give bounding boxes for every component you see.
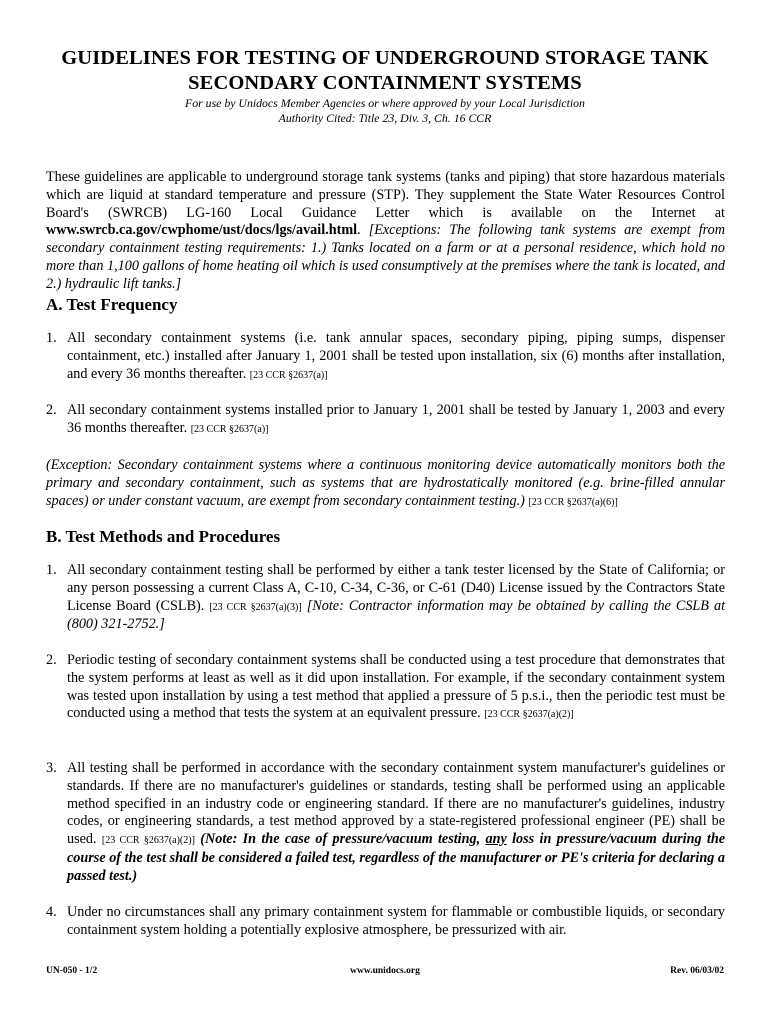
section-b-item-2	[46, 652, 725, 724]
footer-website: www.unidocs.org	[350, 966, 420, 976]
document-subtitle: For use by Unidocs Member Agencies or where approved by your Local Jurisdiction	[185, 96, 585, 110]
document-title-line-2: SECONDARY CONTAINMENT SYSTEMS	[188, 72, 582, 94]
footer-form-number: UN-050 - 1/2	[46, 966, 98, 976]
section-a-exception	[46, 457, 725, 511]
section-a-heading: A. Test Frequency	[46, 295, 178, 314]
section-a-item-1	[46, 330, 725, 384]
authority-cited: Authority Cited: Title 23, Div. 3, Ch. 16 CCR	[278, 111, 492, 125]
pressure-vacuum-note: (Note: In the case of pressure/vacuum testing, any loss in pressure/vacuum during the course of the test shall be considered a failed test, regardless of the manufacturer or PE's criteria for declaring a passed test.)	[67, 831, 726, 884]
item-text: All secondary containment systems (i.e. tank annular spaces, secondary piping, piping sumps, dispenser containment, etc.) installed after January 1, 2001 shall be tested upon installation, six (6) months after installation, and every 36 months thereafter.	[67, 330, 725, 382]
section-a-item-2	[46, 402, 725, 439]
regulation-citation: [23 CCR §2637(a)(6)]	[528, 496, 618, 508]
item-text: Periodic testing of secondary containment systems shall be conducted using a test procedure that demonstrates that the system performs at least as well as it did upon installation. For example, if the secondary containment system was tested upon installation by using a test method that applied a pressure of 5 p.s.i., then the periodic test must be conducted using a method that tests the system at an equivalent pressure.	[67, 652, 725, 722]
item-number: 2.	[46, 652, 57, 668]
exception-text: (Exception: Secondary containment systems where a continuous monitoring device automatically monitors both the primary and secondary containment, such as systems that are hydrostatically monitored (e.g. brine-filled annular spaces) or under constant vacuum, are exempt from secondary containment testing.)	[46, 457, 725, 509]
regulation-citation: [23 CCR §2637(a)(3)]	[209, 601, 302, 613]
regulation-citation: [23 CCR §2637(a)]	[190, 423, 269, 435]
section-b-item-3	[46, 760, 725, 886]
cslb-note: [Note: Contractor information may be obtained by calling the CSLB at (800) 321-2752.]	[67, 597, 726, 633]
item-number: 2.	[46, 402, 57, 418]
section-b-item-1	[46, 562, 725, 634]
intro-paragraph	[46, 169, 725, 294]
item-text: All secondary containment systems installed prior to January 1, 2001 shall be tested by January 1, 2003 and every 36 months thereafter.	[67, 402, 725, 436]
intro-text-continued: .	[357, 222, 369, 239]
item-number: 3.	[46, 760, 57, 776]
any-emphasis: any	[485, 831, 507, 848]
document-title-line-1: GUIDELINES FOR TESTING OF UNDERGROUND STORAGE TANK	[61, 47, 709, 69]
section-b-item-4	[46, 904, 725, 940]
section-b-heading: B. Test Methods and Procedures	[46, 527, 281, 546]
item-number: 1.	[46, 330, 57, 346]
item-text: All secondary containment testing shall be performed by either a tank tester licensed by the State of California; or any person possessing a current Class A, C-10, C-34, C-36, or C-61 (D40) License issued by the Contractors State License Board (CSLB).	[67, 562, 725, 614]
item-number: 1.	[46, 562, 57, 578]
item-number: 4.	[46, 904, 57, 920]
regulation-citation: [23 CCR §2637(a)(2)]	[484, 709, 574, 721]
swrcb-url-link[interactable]: www.swrcb.ca.gov/cwphome/ust/docs/lgs/avail.html	[46, 222, 358, 239]
item-text: All testing shall be performed in accordance with the secondary containment system manufacturer's guidelines or standards. If there are no manufacturer's guidelines or standards, testing shall be performed using an applicable method specified in an industry code or engineering standard. If there are no manufacturer's guidelines, industry codes, or engineering standards, a test method approved by a state-registered professional engineer (PE) shall be used.	[67, 760, 725, 848]
intro-text: These guidelines are applicable to underground storage tank systems (tanks and piping) that store hazardous materials which are liquid at standard temperature and pressure (STP). They supplement the State Water Resources Control Board's (SWRCB) LG-160 Local Guidance Letter which is available on the Internet at	[46, 169, 725, 221]
regulation-citation: [23 CCR §2637(a)(2)]	[101, 835, 195, 847]
regulation-citation: [23 CCR §2637(a)]	[249, 369, 328, 381]
intro-exceptions: [Exceptions: The following tank systems are exempt from secondary containment testing requirements: 1.) Tanks located on a farm or at a personal residence, which hold no more than 1,100 gallons of home heating oil which is used consumptively at the premises where the tank is located, and 2.) hydraulic lift tanks.]	[46, 222, 725, 292]
footer-revision-date: Rev. 06/03/02	[670, 966, 724, 976]
item-text: Under no circumstances shall any primary containment system for flammable or combustible liquids, or secondary containment system holding a potentially explosive atmosphere, be pressurized with air.	[67, 904, 725, 938]
